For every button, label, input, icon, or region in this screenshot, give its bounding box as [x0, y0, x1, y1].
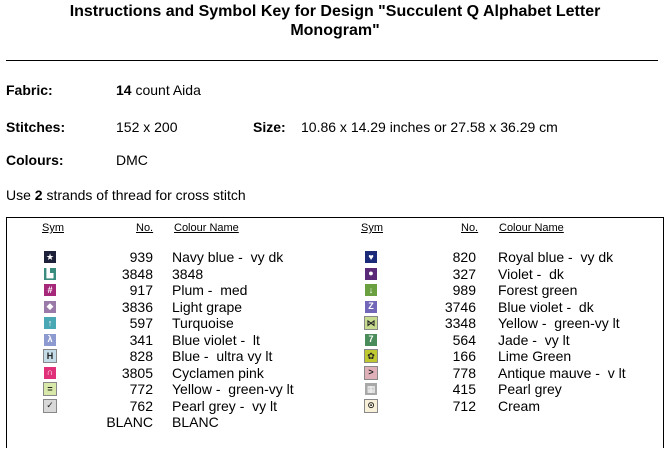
heart-icon: ♥	[365, 251, 377, 263]
colours-value: DMC	[116, 152, 148, 168]
key-row	[0, 266, 670, 282]
star-icon: ★	[45, 251, 55, 262]
instruction-suffix: strands of thread for cross stitch	[42, 187, 246, 203]
stitches-value: 152 x 200	[116, 119, 178, 135]
equals-icon: =	[44, 383, 56, 395]
thread-number: 989	[452, 282, 476, 298]
thread-instruction	[6, 187, 246, 203]
dot-circle-icon: ⊙	[365, 400, 377, 412]
colour-name: Royal blue - vy dk	[498, 249, 614, 265]
colour-name: Violet - dk	[498, 265, 564, 282]
left-name-header: Colour Name	[174, 222, 239, 234]
thread-number: 341	[129, 331, 153, 348]
flower-icon: ✿	[365, 350, 377, 362]
key-row	[0, 249, 670, 265]
check-icon: ✓	[44, 400, 56, 412]
colour-name: Cream	[498, 397, 541, 414]
colour-name: Yellow - green-vy lt	[498, 315, 620, 331]
key-row	[0, 381, 670, 397]
hash-icon: #	[44, 284, 56, 296]
thread-number: 772	[129, 381, 153, 397]
circle-icon: ●	[365, 268, 377, 280]
seven-icon: 7	[365, 334, 377, 346]
key-row	[0, 299, 670, 315]
arrow-down-icon: ↓	[365, 284, 377, 296]
greater-than-icon: >	[365, 367, 377, 379]
stitches-label: Stitches:	[6, 119, 66, 135]
thread-number: 3348	[444, 315, 476, 331]
thread-number: 166	[452, 348, 476, 364]
page-title	[0, 2, 670, 40]
colour-name: BLANC	[172, 414, 219, 430]
lambda-icon: λ	[44, 334, 56, 346]
z-letter-icon: Z	[365, 301, 377, 313]
key-row	[0, 332, 670, 348]
colour-name: Antique mauve - v lt	[498, 364, 626, 381]
colour-name: Turquoise	[172, 315, 234, 331]
size-value: 10.86 x 14.29 inches or 27.58 x 36.29 cm	[301, 119, 558, 135]
arch-icon: ∩	[44, 367, 56, 379]
h-letter-icon: H	[44, 350, 56, 362]
colour-name: Jade - vy lt	[498, 331, 570, 348]
colour-name: Pearl grey	[498, 381, 562, 397]
left-sym-header: Sym	[42, 222, 64, 234]
key-row	[0, 365, 670, 381]
thread-number: BLANC	[106, 414, 153, 430]
key-row	[0, 398, 670, 414]
thread-number: 327	[452, 265, 476, 282]
right-sym-header: Sym	[361, 222, 383, 234]
key-row	[0, 315, 670, 331]
colours-label: Colours:	[6, 152, 64, 168]
thread-number: 712	[452, 397, 476, 414]
thread-number: 3836	[121, 298, 153, 315]
size-label: Size:	[253, 119, 286, 135]
right-name-header: Colour Name	[499, 222, 564, 234]
key-row	[0, 414, 670, 430]
left-no-header: No.	[136, 222, 154, 234]
strand-count: 2	[34, 187, 43, 203]
thread-number: 3848	[121, 265, 153, 282]
thread-number: 597	[129, 315, 153, 331]
thread-number: 939	[129, 249, 153, 265]
title-divider	[6, 60, 658, 61]
right-no-header: No.	[461, 222, 479, 234]
colour-name: Navy blue - vy dk	[172, 249, 284, 265]
diamond-icon: ◆	[44, 301, 56, 313]
title-line-2: Monogram"	[290, 22, 380, 39]
colour-name: 3848	[172, 265, 204, 282]
thread-number: 3746	[444, 298, 476, 315]
title-line-1: Instructions and Symbol Key for Design "Succulent Q Alphabet Letter	[69, 3, 601, 20]
key-row	[0, 348, 670, 364]
thread-number: 820	[452, 249, 476, 265]
colour-name: Cyclamen pink	[172, 364, 264, 381]
fabric-label: Fabric:	[6, 82, 53, 98]
colour-name: Blue violet - dk	[498, 298, 594, 315]
fabric-type: count Aida	[131, 82, 201, 98]
colour-name: Forest green	[498, 282, 578, 298]
fabric-value	[116, 82, 201, 98]
l-shape-icon: ▙	[44, 268, 56, 280]
colour-name: Light grape	[172, 298, 243, 315]
key-row	[0, 282, 670, 298]
colour-name: Plum - med	[172, 282, 248, 298]
thread-number: 778	[452, 364, 476, 381]
colour-name: Lime Green	[498, 348, 572, 364]
thread-number: 762	[129, 397, 153, 414]
colour-name: Blue - ultra vy lt	[172, 348, 273, 364]
instruction-prefix: Use	[6, 187, 35, 203]
colour-name: Yellow - green-vy lt	[172, 381, 294, 397]
arrow-up-icon: ↑	[44, 317, 56, 329]
colour-name: Blue violet - lt	[172, 331, 260, 348]
bowtie-icon: ⋈	[366, 317, 376, 328]
thread-number: 415	[452, 381, 476, 397]
thread-number: 828	[129, 348, 153, 364]
grid-icon: ▦	[366, 383, 376, 394]
thread-number: 917	[129, 282, 153, 298]
fabric-count: 14	[116, 82, 132, 98]
colour-name: Pearl grey - vy lt	[172, 397, 278, 414]
thread-number: 3805	[121, 364, 153, 381]
thread-number: 564	[452, 331, 476, 348]
